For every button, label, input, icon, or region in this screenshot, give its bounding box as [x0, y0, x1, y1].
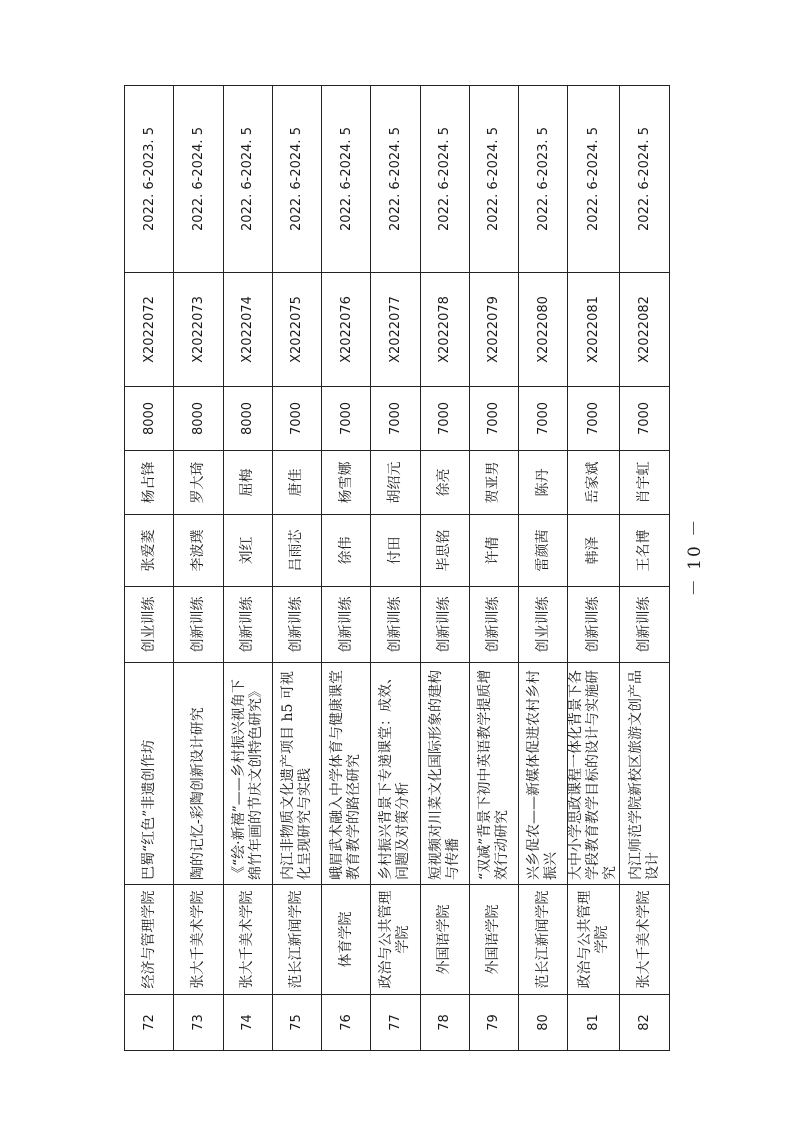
table-row	[125, 86, 174, 1051]
funding-cell: 7000	[519, 387, 568, 451]
table-row	[519, 86, 568, 1051]
advisor-cell: 贺亚男	[469, 451, 518, 515]
project-code-cell: X2022073	[174, 273, 223, 387]
project-name-cell: 陶的记忆-彩陶创新设计研究	[174, 663, 223, 885]
project-code-cell: X2022076	[322, 273, 371, 387]
project-name-cell: 《“绘·新禧”——乡村振兴视角下绵竹年画的节庆文创特色研究》	[223, 663, 272, 885]
leader-cell: 李波璞	[174, 515, 223, 587]
page-number: － 10 －	[684, 517, 705, 597]
period-cell: 2022. 6-2024. 5	[223, 86, 272, 273]
project-type-cell: 创新训练	[223, 587, 272, 663]
leader-cell: 毕思铭	[420, 515, 469, 587]
funding-cell: 7000	[469, 387, 518, 451]
table-row	[272, 86, 321, 1051]
project-type-cell: 创新训练	[322, 587, 371, 663]
college-cell: 张大千美术学院	[174, 885, 223, 995]
advisor-cell: 罗大琦	[174, 451, 223, 515]
project-name-cell: 兴乡促农——新媒体促进农村乡村振兴	[519, 663, 568, 885]
project-name-cell: 巴蜀“红色”非遗创作坊	[125, 663, 174, 885]
advisor-cell: 胡绍元	[371, 451, 420, 515]
funding-cell: 7000	[568, 387, 620, 451]
college-cell: 范长江新闻学院	[272, 885, 321, 995]
leader-cell: 张爱菱	[125, 515, 174, 587]
college-cell: 政治与公共管理学院	[371, 885, 420, 995]
row-number: 72	[125, 995, 174, 1051]
funding-cell: 8000	[223, 387, 272, 451]
project-code-cell: X2022075	[272, 273, 321, 387]
table-row	[223, 86, 272, 1051]
period-cell: 2022. 6-2024. 5	[322, 86, 371, 273]
project-code-cell: X2022078	[420, 273, 469, 387]
period-cell: 2022. 6-2024. 5	[272, 86, 321, 273]
project-name-cell: 内江非物质文化遗产项目 h5 可视化呈现研究与实践	[272, 663, 321, 885]
period-cell: 2022. 6-2024. 5	[174, 86, 223, 273]
funding-cell: 7000	[371, 387, 420, 451]
funding-cell: 7000	[420, 387, 469, 451]
row-number: 81	[568, 995, 620, 1051]
table-row	[469, 86, 518, 1051]
college-cell: 外国语学院	[469, 885, 518, 995]
table-row	[174, 86, 223, 1051]
row-number: 82	[620, 995, 669, 1051]
period-cell: 2022. 6-2024. 5	[469, 86, 518, 273]
period-cell: 2022. 6-2024. 5	[620, 86, 669, 273]
project-name-cell: 乡村振兴背景下专递课堂：成效、问题及对策分析	[371, 663, 420, 885]
project-type-cell: 创业训练	[519, 587, 568, 663]
funding-cell: 7000	[322, 387, 371, 451]
college-cell: 政治与公共管理学院	[568, 885, 620, 995]
funding-cell: 7000	[272, 387, 321, 451]
project-name-cell: 短视频对川菜文化国际形象的建构与传播	[420, 663, 469, 885]
project-code-cell: X2022077	[371, 273, 420, 387]
leader-cell: 徐伟	[322, 515, 371, 587]
leader-cell: 许倩	[469, 515, 518, 587]
row-number: 79	[469, 995, 518, 1051]
college-cell: 张大千美术学院	[620, 885, 669, 995]
advisor-cell: 徐亮	[420, 451, 469, 515]
project-type-cell: 创新训练	[620, 587, 669, 663]
project-type-cell: 创业训练	[125, 587, 174, 663]
advisor-cell: 唐佳	[272, 451, 321, 515]
row-number: 76	[322, 995, 371, 1051]
row-number: 73	[174, 995, 223, 1051]
advisor-cell: 岳家斌	[568, 451, 620, 515]
advisor-cell: 杨占锋	[125, 451, 174, 515]
funding-cell: 8000	[174, 387, 223, 451]
period-cell: 2022. 6-2023. 5	[125, 86, 174, 273]
leader-cell: 吕雨芯	[272, 515, 321, 587]
project-code-cell: X2022079	[469, 273, 518, 387]
row-number: 74	[223, 995, 272, 1051]
table-row	[568, 86, 620, 1051]
project-code-cell: X2022074	[223, 273, 272, 387]
row-number: 75	[272, 995, 321, 1051]
project-name-cell: 峨眉武术融入中学体育与健康课堂教育教学的路径研究	[322, 663, 371, 885]
table-row	[620, 86, 669, 1051]
table-row	[322, 86, 371, 1051]
college-cell: 经济与管理学院	[125, 885, 174, 995]
funding-cell: 8000	[125, 387, 174, 451]
leader-cell: 韩泽	[568, 515, 620, 587]
advisor-cell: 杨雪娜	[322, 451, 371, 515]
project-type-cell: 创新训练	[420, 587, 469, 663]
row-number: 78	[420, 995, 469, 1051]
project-type-cell: 创新训练	[568, 587, 620, 663]
leader-cell: 雷颜茜	[519, 515, 568, 587]
leader-cell: 王名博	[620, 515, 669, 587]
leader-cell: 付田	[371, 515, 420, 587]
table-row	[371, 86, 420, 1051]
project-name-cell: 大中小学思政课程一体化背景下各学段教育教学目标的设计与实施研究	[568, 663, 620, 885]
funding-cell: 7000	[620, 387, 669, 451]
college-cell: 范长江新闻学院	[519, 885, 568, 995]
college-cell: 体育学院	[322, 885, 371, 995]
period-cell: 2022. 6-2024. 5	[568, 86, 620, 273]
project-type-cell: 创新训练	[272, 587, 321, 663]
project-code-cell: X2022080	[519, 273, 568, 387]
advisor-cell: 屈梅	[223, 451, 272, 515]
project-table	[124, 85, 670, 1051]
leader-cell: 刘红	[223, 515, 272, 587]
project-name-cell: “双减”背景下初中英语教学提质增效行动研究	[469, 663, 518, 885]
table-row	[420, 86, 469, 1051]
advisor-cell: 陈丹	[519, 451, 568, 515]
project-name-cell: 内江师范学院新校区旅游文创产品设计	[620, 663, 669, 885]
row-number: 77	[371, 995, 420, 1051]
row-number: 80	[519, 995, 568, 1051]
college-cell: 外国语学院	[420, 885, 469, 995]
project-code-cell: X2022082	[620, 273, 669, 387]
college-cell: 张大千美术学院	[223, 885, 272, 995]
period-cell: 2022. 6-2024. 5	[420, 86, 469, 273]
project-table-container	[124, 86, 666, 1051]
project-type-cell: 创新训练	[371, 587, 420, 663]
project-type-cell: 创新训练	[469, 587, 518, 663]
project-code-cell: X2022081	[568, 273, 620, 387]
period-cell: 2022. 6-2024. 5	[371, 86, 420, 273]
period-cell: 2022. 6-2023. 5	[519, 86, 568, 273]
project-type-cell: 创新训练	[174, 587, 223, 663]
project-code-cell: X2022072	[125, 273, 174, 387]
advisor-cell: 肖宇虹	[620, 451, 669, 515]
